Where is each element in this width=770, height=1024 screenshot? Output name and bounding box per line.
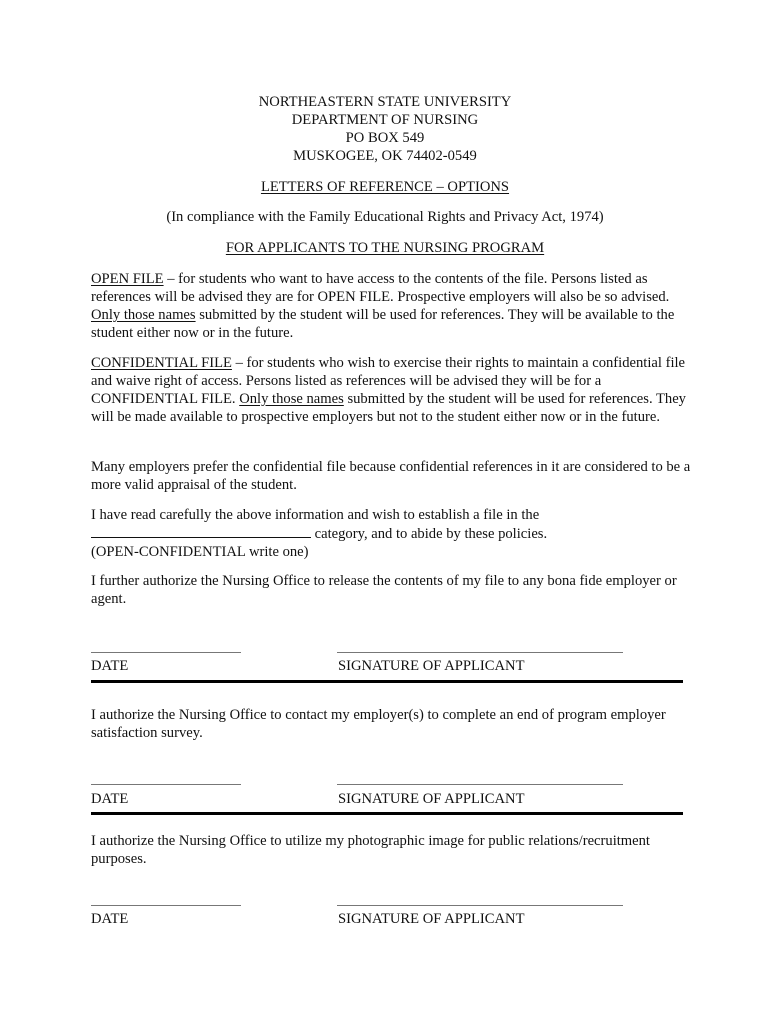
compliance-note: (In compliance with the Family Educational Rights and Privacy Act, 1974) bbox=[166, 209, 604, 225]
establish-line-3: (OPEN-CONFIDENTIAL write one) bbox=[91, 544, 309, 560]
date-label-1: DATE bbox=[91, 658, 129, 674]
confidential-file-paragraph bbox=[91, 354, 691, 426]
confidential-file-emphasis: Only those names bbox=[239, 391, 344, 407]
form-subtitle: FOR APPLICANTS TO THE NURSING PROGRAM bbox=[225, 240, 545, 256]
date-line-3[interactable] bbox=[91, 905, 241, 906]
file-category-blank[interactable] bbox=[91, 524, 311, 538]
city-state-zip: MUSKOGEE, OK 74402-0549 bbox=[293, 148, 477, 164]
open-file-paragraph bbox=[91, 270, 691, 342]
open-file-text-1: – for students who want to have access to the contents of the file. Persons listed as references will be advised they are for OPEN FILE. Prospective employers will also be so advised. bbox=[91, 271, 670, 305]
signature-label-3: SIGNATURE OF APPLICANT bbox=[338, 911, 525, 927]
signature-line-1[interactable] bbox=[337, 652, 623, 653]
department-name: DEPARTMENT OF NURSING bbox=[291, 112, 479, 128]
photo-authorization: I authorize the Nursing Office to utilize my photographic image for public relations/recruitment purposes. bbox=[91, 833, 650, 867]
signature-label-1: SIGNATURE OF APPLICANT bbox=[338, 658, 525, 674]
release-authorization: I further authorize the Nursing Office to release the contents of my file to any bona fide employer or agent. bbox=[91, 573, 677, 607]
date-line-1[interactable] bbox=[91, 652, 241, 653]
signature-line-3[interactable] bbox=[337, 905, 623, 906]
date-label-2: DATE bbox=[91, 791, 129, 807]
open-file-emphasis: Only those names bbox=[91, 307, 196, 323]
signature-label-2: SIGNATURE OF APPLICANT bbox=[338, 791, 525, 807]
form-title: LETTERS OF REFERENCE – OPTIONS bbox=[260, 179, 510, 195]
section-divider-1 bbox=[91, 680, 683, 683]
open-file-text-2: submitted by the student will be used for references. They will be available to the student either now or in the future. bbox=[91, 307, 675, 341]
confidential-file-text-2: submitted by the student will be used for references. They will be made available to prospective employers but not to the student either now or in the future. bbox=[91, 391, 686, 425]
establish-file-statement bbox=[91, 506, 691, 561]
employers-note: Many employers prefer the confidential file because confidential references in it are considered to be a more valid appraisal of the student. bbox=[91, 459, 691, 493]
confidential-file-text-1: – for students who wish to exercise their rights to maintain a confidential file and waive right of access. Persons listed as references will be advised they will be for a CONFIDENTIAL FILE. bbox=[91, 355, 686, 407]
survey-authorization: I authorize the Nursing Office to contact my employer(s) to complete an end of program employer satisfaction survey. bbox=[91, 707, 666, 741]
university-name: NORTHEASTERN STATE UNIVERSITY bbox=[258, 94, 512, 110]
form-title-row bbox=[0, 178, 770, 196]
subtitle-row bbox=[0, 239, 770, 257]
signature-line-2[interactable] bbox=[337, 784, 623, 785]
establish-line-2: category, and to abide by these policies. bbox=[311, 526, 548, 542]
date-line-2[interactable] bbox=[91, 784, 241, 785]
establish-line-1: I have read carefully the above information and wish to establish a file in the bbox=[91, 507, 540, 523]
letterhead bbox=[0, 93, 770, 165]
section-divider-2 bbox=[91, 812, 683, 815]
po-box: PO BOX 549 bbox=[345, 130, 425, 146]
date-label-3: DATE bbox=[91, 911, 129, 927]
confidential-file-term: CONFIDENTIAL FILE bbox=[91, 355, 232, 371]
open-file-term: OPEN FILE bbox=[91, 271, 164, 287]
